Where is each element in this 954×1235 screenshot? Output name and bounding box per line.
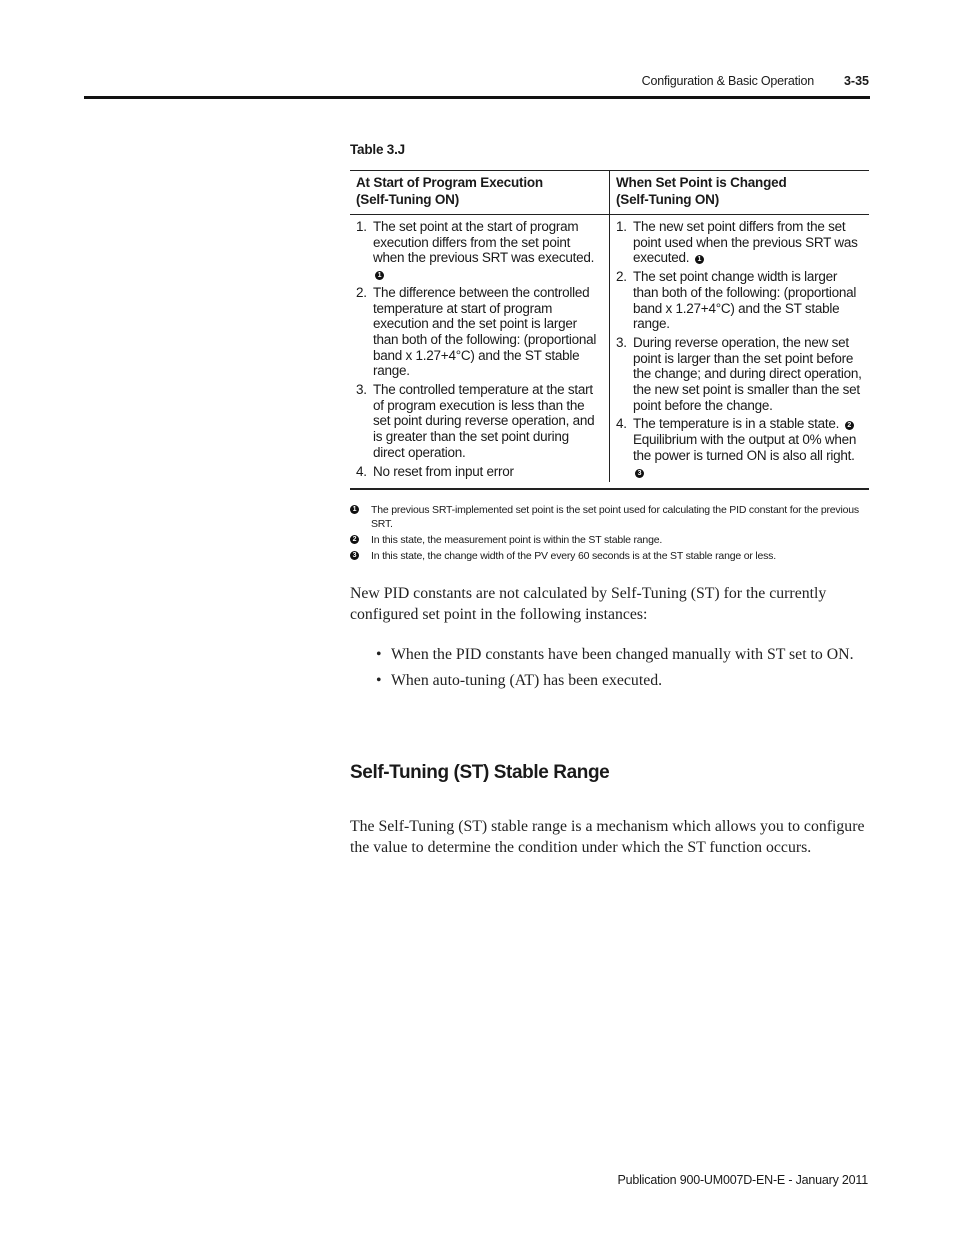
table-header-row [350, 171, 869, 215]
condition-item: 1. The set point at the start of program execution differs from the set point when the previous SRT was executed. 1 [356, 219, 595, 280]
column-header-line: (Self-Tuning ON) [356, 192, 460, 207]
section-paragraph: The Self-Tuning (ST) stable range is a mechanism which allows you to configure the value to determine the condition under which the ST function occurs. [350, 818, 865, 856]
condition-item: 3. During reverse operation, the new set point is larger than the set point before the change; and during direct operation, the new set point is smaller than the set point before the change. [616, 334, 862, 413]
set-point-changed-conditions [609, 215, 869, 482]
condition-item: 2. The set point change width is larger than both of the following: (proportional band x 1.27+4°C) and the ST stable range. [616, 269, 857, 332]
bullet-icon: • [376, 671, 382, 689]
conditions-table [350, 170, 869, 490]
footnote-ref-icon: 2 [845, 421, 854, 430]
footnote-marker-icon: 1 [350, 505, 359, 514]
footnote-ref-icon: 1 [375, 271, 384, 280]
instances-list [376, 645, 870, 696]
column-header-program-start [350, 171, 609, 214]
table-body-row [350, 215, 869, 488]
program-start-conditions [350, 215, 609, 482]
footnote-marker-icon: 2 [350, 535, 359, 544]
footnote-ref-icon: 1 [695, 255, 704, 264]
condition-item: 4. The temperature is in a stable state. 2 Equilibrium with the output at 0% when the power is turned ON is also all right. 3 [616, 416, 857, 477]
footnote-marker-icon: 3 [350, 551, 359, 560]
column-header-line: When Set Point is Changed [616, 175, 787, 190]
condition-item: 2. The difference between the controlled temperature at start of program execution and the set point is larger than both of the following: (proportional band x 1.27+4°C) and the ST stable range. [356, 284, 597, 379]
header-title: Configuration & Basic Operation [641, 74, 814, 88]
table-footnotes [350, 503, 870, 565]
intro-paragraph: New PID constants are not calculated by Self-Tuning (ST) for the currently configured set point in the following instances: [350, 585, 827, 623]
publication-footer: Publication 900-UM007D-EN-E - January 2011 [617, 1173, 868, 1187]
list-item: • When the PID constants have been changed manually with ST set to ON. [376, 645, 870, 666]
footnote-ref-icon: 3 [635, 469, 644, 478]
bullet-icon: • [376, 646, 382, 663]
page-header [84, 72, 870, 99]
footnote: 3 In this state, the change width of the PV every 60 seconds is at the ST stable range or less. [350, 549, 870, 563]
list-item: • When auto-tuning (AT) has been executed. [376, 671, 870, 692]
condition-item: 1. The new set point differs from the set point used when the previous SRT was executed. 1 [616, 219, 858, 266]
footnote: 2 In this state, the measurement point is within the ST stable range. [350, 533, 870, 547]
footnote: 1 The previous SRT-implemented set point is the set point used for calculating the PID constant for the previous SRT. [350, 503, 870, 531]
page-number: 3-35 [843, 74, 869, 88]
column-header-set-point-changed [609, 171, 869, 214]
column-header-line: At Start of Program Execution [356, 175, 543, 190]
table-caption: Table 3.J [350, 142, 405, 157]
column-header-line: (Self-Tuning ON) [616, 192, 720, 207]
condition-item: 4. No reset from input error [356, 463, 514, 479]
section-heading: Self-Tuning (ST) Stable Range [350, 762, 610, 783]
condition-item: 3. The controlled temperature at the start of program execution is less than the set point during reverse operation, and is greater than the set point during direct operation. [356, 382, 595, 460]
